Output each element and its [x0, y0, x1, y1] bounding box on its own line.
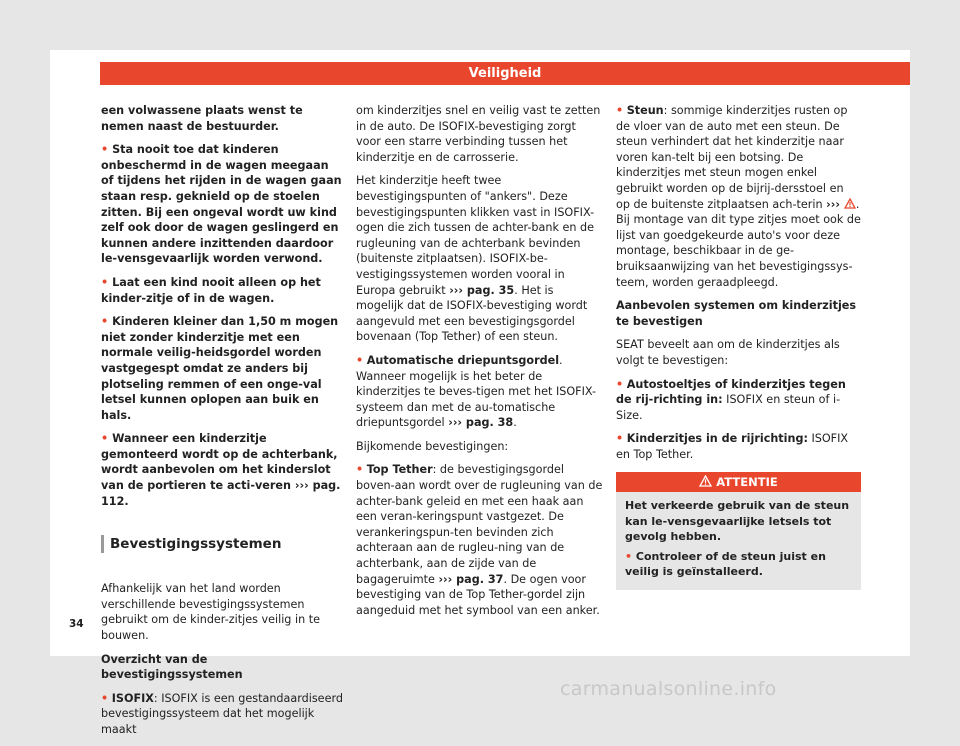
list-item: • Controleer of de steun juist en veilig is geïnstalleerd. [625, 549, 826, 579]
bullet-icon: • [616, 432, 624, 446]
page-reference-link[interactable]: ››› pag. 38 [448, 416, 514, 430]
warning-triangle-icon [699, 475, 712, 487]
bullet-icon: • [616, 104, 624, 117]
page-reference-link[interactable]: ››› pag. 37 [438, 572, 504, 586]
bullet-icon: • [101, 691, 109, 705]
bullet-icon: • [101, 275, 109, 289]
body-text: om kinderzitjes snel en veilig vast te zetten in de auto. De ISOFIX-bevestiging zorgt voor een starre verbinding tussen het kinderzitje en de carrosserie. [356, 104, 601, 164]
list-item: • Wanneer een kinderzitje gemonteerd wordt op de achterbank, wordt aanbevolen om het kinderslot van de portieren te acti-veren ››› pag. 112. [101, 432, 341, 508]
bullet-icon: • [356, 353, 364, 367]
list-item: • Steun: sommige kinderzitjes rusten op de vloer van de auto met een steun. De steun verhindert dat het kinderzitje naar voren kan-telt bij een botsing. De kinderzitjes met steun mogen enkel gebruikt worden op de bijrij-dersstoel en op de buitenste zitplaatsen ach-terin ››› . Bij montage van dit type zitjes moet ook de lijst van goedgekeurde auto's voor deze montage, beschikbaar in de ge-bruiksaanwijzing van het bevestigingssys-teem, worden geraadpleegd. [616, 104, 861, 289]
column-middle [356, 103, 603, 626]
body-text: SEAT beveelt aan om de kinderzitjes als volgt te bevestigen: [616, 338, 840, 367]
section-title: Bevestigingssystemen [101, 535, 343, 553]
body-text: Bijkomende bevestigingen: [356, 439, 509, 453]
warning-text: Het verkeerde gebruik van de steun kan le-vensgevaarlijke letsels tot gevolg hebben. [625, 499, 850, 544]
list-item: • Sta nooit toe dat kinderen onbeschermd in de wagen meegaan of tijdens het rijden in de wagen gaan staan resp. geknield op de stoelen zitten. Bij een ongeval wordt uw kind zelf ook door de wagen geslingerd en kunnen andere inzittenden daardoor le-vensgevaarlijk worden verwond. [101, 143, 342, 266]
chapter-header [100, 62, 910, 85]
bullet-icon: • [356, 463, 364, 477]
bullet-icon: • [625, 549, 633, 563]
watermark: carmanualsonline.info [560, 678, 777, 700]
bullet-icon: • [616, 377, 624, 391]
page-reference-link[interactable]: ››› pag. 35 [449, 283, 515, 297]
subheading: Overzicht van de bevestigingssystemen [101, 652, 243, 682]
warning-reference-link[interactable]: ››› [826, 198, 856, 211]
warning-triangle-icon [844, 198, 856, 209]
list-item: • Kinderen kleiner dan 1,50 m mogen niet zonder kinderzitje met een normale veilig-heidsgordel worden vastgegespt omdat ze anders bij plotseling remmen of een onge-val letsel kunnen oplopen aan buik en hals. [101, 315, 339, 422]
warning-title: ATTENTIE [716, 475, 778, 490]
subheading: Aanbevolen systemen om kinderzitjes te bevestigen [616, 299, 857, 328]
chapter-title: Veiligheid [468, 66, 542, 81]
bullet-icon: • [101, 143, 109, 157]
list-item: • Top Tether: de bevestigingsgordel boven-aan wordt over de rugleuning van de achter-bank geleid en met een haak aan een veran-keringspunt vastgezet. De verankeringspun-ten bevinden zich achteraan aan de rugleu-ning van de achterbank, aan de zijde van de bagageruimte ››› pag. 37. De ogen voor bevestiging van de Top Tether-gordel zijn aangeduid met het symbool van een anker. [356, 463, 603, 617]
page-reference-link[interactable]: ››› pag. 112. [101, 479, 341, 508]
page-number: 34 [69, 618, 84, 630]
list-item: • Laat een kind nooit alleen op het kinder-zitje of in de wagen. [101, 275, 321, 305]
column-right [616, 103, 861, 590]
column-left [101, 103, 343, 746]
warning-header [616, 472, 861, 492]
bullet-icon: • [101, 315, 109, 329]
list-item: • Automatische driepuntsgordel. Wanneer mogelijk is het beter de kinderzitjes te beves-tigen met het ISOFIX-systeem dan met de au-tomatische driepuntsgordel ››› pag. 38. [356, 353, 597, 430]
list-item: • ISOFIX: ISOFIX is een gestandaardiseerd bevestigingssysteem dat het mogelijk maakt [101, 691, 343, 736]
intro-text: een volwassene plaats wenst te nemen naast de bestuurder. [101, 104, 303, 133]
body-text: Het kinderzitje heeft twee bevestigingspunten of "ankers". Deze bevestigingspunten klikken vast in ISOFIX-ogen die zich tussen de achter-bank en de rugleuning van de achterbank bevinden (buitenste zitplaatsen). ISOFIX-be-vestigingssystemen worden vooral in Europa gebruikt ››› pag. 35. Het is mogelijk dat de ISOFIX-bevestiging wordt aangevuld met een bevestigingsgordel bovenaan (Top Tether) of een steun. [356, 174, 595, 344]
body-text: Afhankelijk van het land worden verschillende bevestigingssystemen gebruikt om de kinder-zitjes veilig in te bouwen. [101, 582, 320, 643]
list-item: • Autostoeltjes of kinderzitjes tegen de rij-richting in: ISOFIX en steun of i-Size. [616, 377, 846, 422]
list-item: • Kinderzitjes in de rijrichting: ISOFIX en Top Tether. [616, 432, 849, 461]
warning-body [616, 492, 861, 580]
warning-box [616, 472, 861, 590]
bullet-icon: • [101, 432, 109, 446]
